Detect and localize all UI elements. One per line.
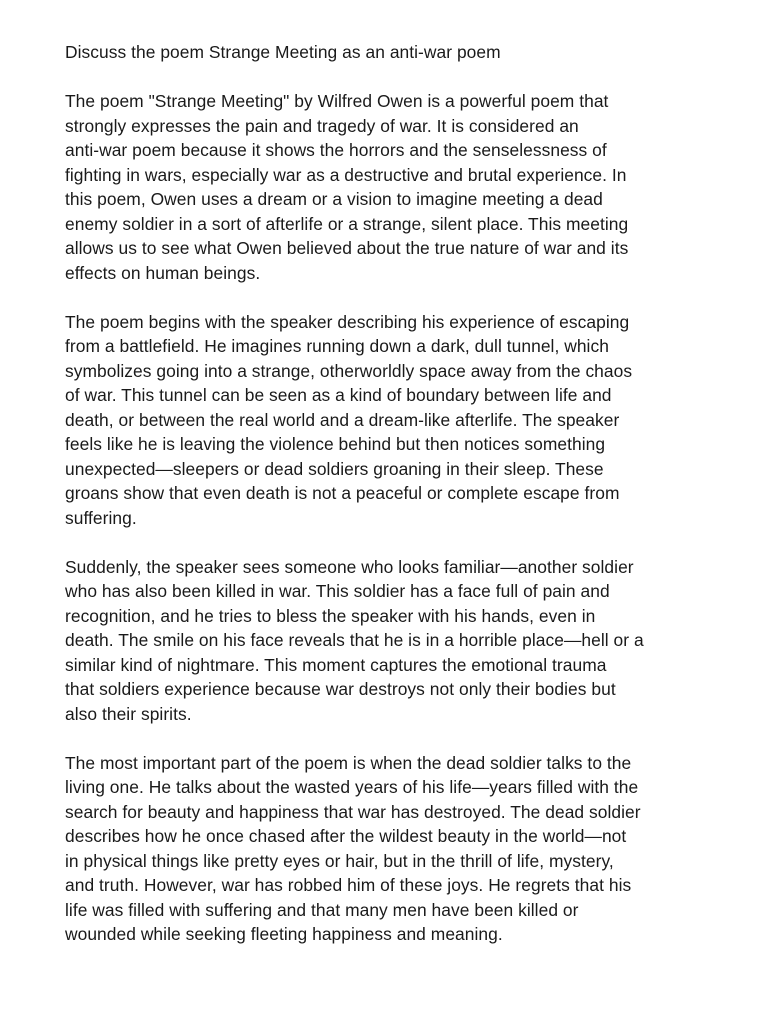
paragraph-spacer	[65, 530, 705, 555]
paragraph-spacer	[65, 726, 705, 751]
paragraph-line: death. The smile on his face reveals that he is in a horrible place—hell or a	[65, 630, 644, 650]
paragraph-line: enemy soldier in a sort of afterlife or a strange, silent place. This meeting	[65, 213, 629, 234]
paragraph-line: The poem "Strange Meeting" by Wilfred Owen is a powerful poem that	[65, 91, 609, 111]
paragraph-line: wounded while seeking fleeting happiness and meaning.	[65, 924, 503, 944]
paragraph-line: symbolizes going into a strange, otherworldly space away from the chaos	[65, 360, 633, 381]
paragraph-line: strongly expresses the pain and tragedy of war. It is considered an	[65, 115, 579, 136]
paragraph-3	[65, 555, 705, 727]
paragraph-line: recognition, and he tries to bless the speaker with his hands, even in	[65, 605, 596, 626]
paragraph-line: The most important part of the poem is when the dead soldier talks to the	[65, 752, 632, 773]
paragraph-line: allows us to see what Owen believed about the true nature of war and its	[65, 238, 629, 258]
paragraph-line: and truth. However, war has robbed him of these joys. He regrets that his	[65, 875, 632, 895]
paragraph-line: similar kind of nightmare. This moment captures the emotional trauma	[65, 654, 607, 675]
paragraph-1	[65, 89, 705, 285]
paragraph-line: who has also been killed in war. This soldier has a face full of pain and	[65, 581, 610, 601]
paragraph-line: in physical things like pretty eyes or hair, but in the thrill of life, mystery,	[65, 850, 614, 871]
paragraph-line: of war. This tunnel can be seen as a kind of boundary between life and	[65, 385, 612, 405]
document-page	[65, 40, 705, 947]
paragraph-line: effects on human beings.	[65, 262, 261, 283]
paragraph-line: search for beauty and happiness that war has destroyed. The dead soldier	[65, 801, 641, 822]
document-title	[65, 40, 705, 65]
paragraph-line: describes how he once chased after the wildest beauty in the world—not	[65, 826, 627, 846]
paragraph-line: unexpected—sleepers or dead soldiers groaning in their sleep. These	[65, 458, 604, 479]
paragraph-line: living one. He talks about the wasted years of his life—years filled with the	[65, 777, 639, 797]
paragraph-line: life was filled with suffering and that many men have been killed or	[65, 899, 579, 920]
paragraph-spacer	[65, 285, 705, 310]
paragraph-line: death, or between the real world and a dream-like afterlife. The speaker	[65, 409, 620, 430]
paragraph-line: feels like he is leaving the violence behind but then notices something	[65, 434, 606, 454]
paragraph-spacer	[65, 65, 705, 90]
paragraph-line: fighting in wars, especially war as a destructive and brutal experience. In	[65, 164, 627, 185]
paragraph-line: Suddenly, the speaker sees someone who looks familiar—another soldier	[65, 556, 634, 577]
paragraph-line: also their spirits.	[65, 703, 192, 724]
paragraph-4	[65, 751, 705, 947]
paragraph-line: that soldiers experience because war destroys not only their bodies but	[65, 679, 616, 699]
title-line: Discuss the poem Strange Meeting as an anti-war poem	[65, 42, 501, 62]
paragraph-line: suffering.	[65, 507, 137, 528]
paragraph-line: The poem begins with the speaker describing his experience of escaping	[65, 311, 630, 332]
paragraph-line: this poem, Owen uses a dream or a vision to imagine meeting a dead	[65, 189, 603, 209]
paragraph-2	[65, 310, 705, 531]
paragraph-line: from a battlefield. He imagines running down a dark, dull tunnel, which	[65, 336, 609, 356]
paragraph-line: groans show that even death is not a peaceful or complete escape from	[65, 483, 620, 503]
paragraph-line: anti-war poem because it shows the horrors and the senselessness of	[65, 140, 607, 160]
